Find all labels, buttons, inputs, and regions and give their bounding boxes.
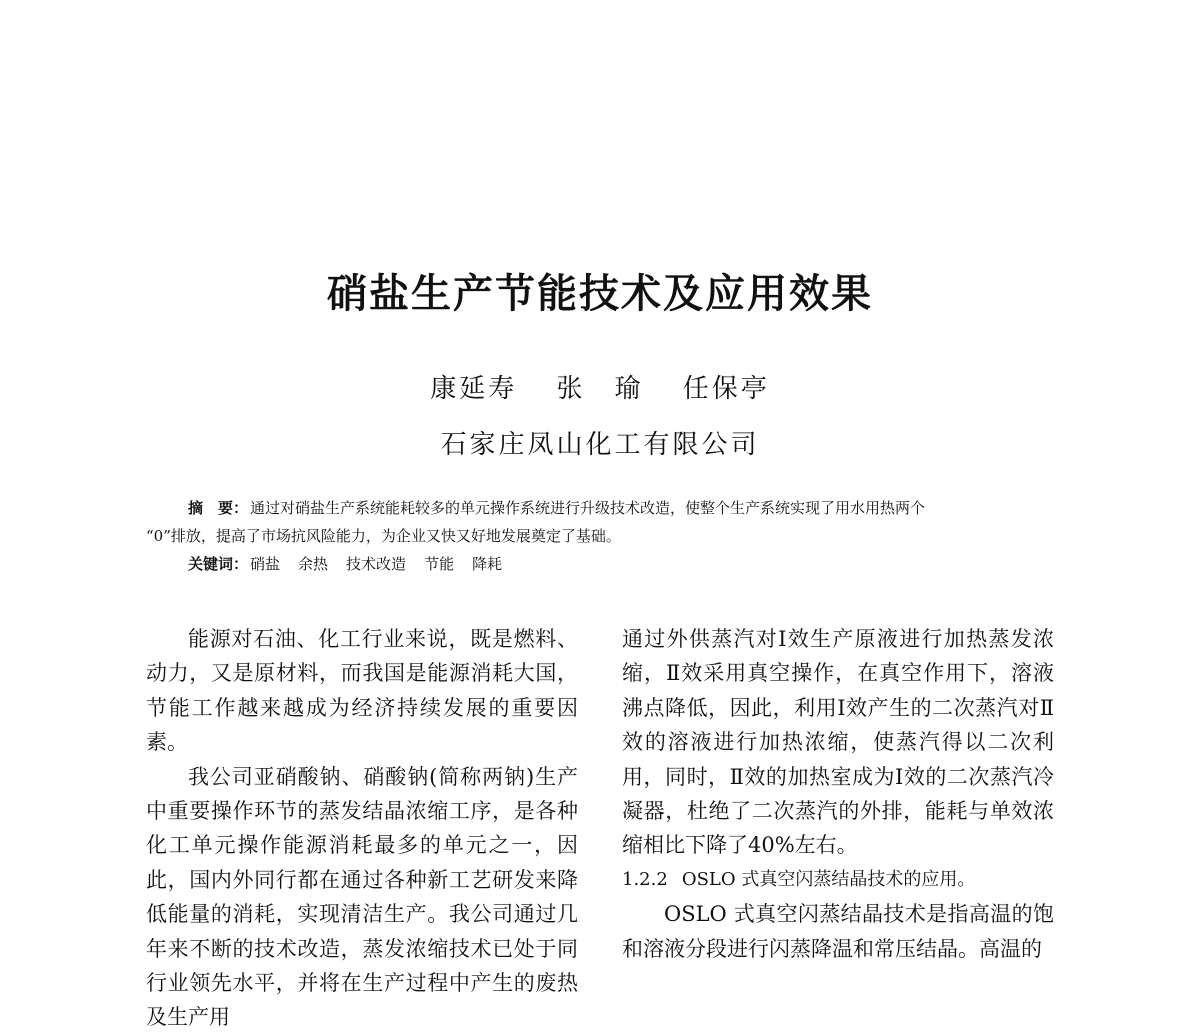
keyword: 降耗 [472,555,503,573]
keyword: 节能 [424,555,455,573]
abstract-line: “0”排放，提高了市场抗风险能力，为企业又快又好地发展奠定了基础。 [146,527,621,545]
abstract-line [146,494,1058,522]
author-name: 张 瑜 [556,374,644,404]
article-title: 硝盐生产节能技术及应用效果 [327,271,873,317]
section-number: 1.2.2 [622,868,668,890]
abstract-label: 摘 要： [188,499,249,517]
body-column-right [622,622,1054,966]
section-title: OSLO 式真空闪蒸结晶技术的应用。 [681,868,976,890]
body-paragraph: 能源对石油、化工行业来说，既是燃料、动力，又是原材料，而我国是能源消耗大国，节能工作越来越成为经济持续发展的重要因素。 [146,627,578,755]
keywords-line [146,550,1058,578]
keyword: 余热 [298,555,329,573]
section-heading [622,863,1054,897]
body-paragraph: 我公司亚硝酸钠、硝酸钠(简称两钠)生产中重要操作环节的蒸发结晶浓缩工序，是各种化工单元操作能源消耗最多的单元之一，因此，国内外同行都在通过各种新工艺研发来降低能量的消耗，实现清洁生产。我公司通过几年来不断的技术改造，蒸发浓缩技术已处于同行业领先水平，并将在生产过程中产生的废热及生产用 [146,764,578,1030]
body-paragraph: OSLO 式真空闪蒸结晶技术是指高温的饱和溶液分段进行闪蒸降温和常压结晶。高温的 [622,902,1054,961]
author-list [0,368,1200,405]
keyword: 硝盐 [250,555,281,573]
body-paragraph: 通过外供蒸汽对Ⅰ效生产原液进行加热蒸发浓缩，Ⅱ效采用真空操作，在真空作用下，溶液沸点降低，因此，利用Ⅰ效产生的二次蒸汽对Ⅱ效的溶液进行加热浓缩，使蒸汽得以二次利用，同时，Ⅱ效的加热室成为Ⅰ效的二次蒸汽冷凝器，杜绝了二次蒸汽的外排，能耗与单效浓缩相比下降了40%左右。 [622,627,1054,858]
body-column-left [146,622,578,1035]
author-name: 任保亭 [682,374,770,404]
keyword: 技术改造 [346,555,407,573]
abstract-block [146,494,1058,578]
author-name: 康延寿 [430,374,518,404]
abstract-text: 通过对硝盐生产系统能耗较多的单元操作系统进行升级技术改造，使整个生产系统实现了用水用热两个 [250,499,926,517]
keywords-label: 关键词： [188,555,249,573]
author-affiliation: 石家庄凤山化工有限公司 [440,430,760,460]
